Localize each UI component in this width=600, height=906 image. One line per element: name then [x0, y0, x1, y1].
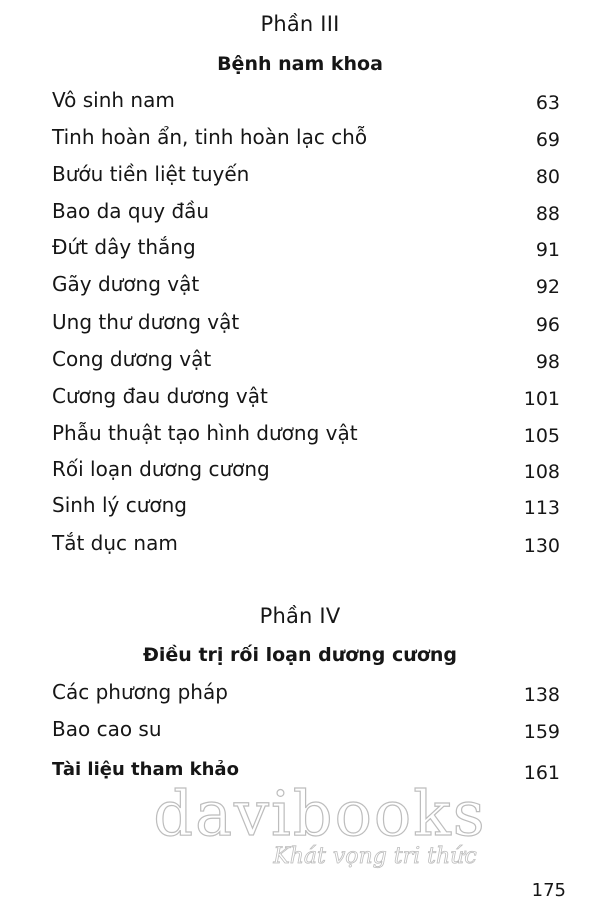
toc-entry	[52, 197, 560, 225]
toc-entry-page: 101	[523, 388, 560, 410]
toc-entry-page: 80	[535, 166, 560, 188]
toc-entry-title: Tinh hoàn ẩn, tinh hoàn lạc chỗ	[52, 125, 368, 149]
toc-entry-page: 159	[523, 721, 560, 743]
toc-entry-title: Cong dương vật	[52, 347, 212, 371]
part-3-title: Bệnh nam khoa	[217, 53, 383, 75]
part-4-heading: Phần IV	[259, 604, 341, 628]
toc-entry	[52, 160, 560, 188]
watermark	[0, 777, 600, 869]
toc-entry-page: 108	[523, 461, 560, 483]
toc-entry-page: 105	[523, 425, 560, 447]
watermark-brand: davibooks	[153, 777, 487, 850]
toc-entry	[52, 529, 560, 557]
toc-entry-title: Gãy dương vật	[52, 272, 200, 296]
toc-entry	[52, 715, 560, 743]
toc-entry	[52, 382, 560, 410]
toc-entry-page: 113	[523, 497, 560, 519]
toc-entry-title: Sinh lý cương	[52, 493, 187, 517]
toc-entry-title: Rối loạn dương cương	[52, 457, 270, 481]
toc-entry	[52, 455, 560, 483]
toc-entry-page: 98	[535, 351, 560, 373]
toc-entry-title: Bao da quy đầu	[52, 199, 210, 223]
toc-entry-title: Phẫu thuật tạo hình dương vật	[52, 421, 358, 445]
toc-entry-page: 69	[535, 129, 560, 151]
toc-entry-page: 92	[535, 276, 560, 298]
toc-entry-page: 130	[523, 535, 560, 557]
toc-entry	[52, 86, 560, 114]
toc-entry-title: Cương đau dương vật	[52, 384, 268, 408]
toc-entry	[52, 678, 560, 706]
toc-entry-page: 138	[523, 684, 560, 706]
toc-entry-title: Bao cao su	[52, 717, 162, 741]
toc-entry-page: 91	[535, 239, 560, 261]
toc-entry-title: Tắt dục nam	[52, 531, 178, 555]
part-4-title: Điều trị rối loạn dương cương	[142, 644, 457, 666]
toc-entry-title: Đứt dây thắng	[52, 235, 196, 259]
toc-entry-title: Các phương pháp	[52, 680, 228, 704]
page-number: 175	[531, 880, 566, 901]
toc-entry	[52, 345, 560, 373]
part-3-heading: Phần III	[260, 12, 340, 36]
toc-entry	[52, 419, 560, 447]
toc-entry	[52, 270, 560, 298]
toc-entry-page: 88	[535, 203, 560, 225]
toc-entry-page: 63	[535, 92, 560, 114]
toc-entry	[52, 308, 560, 336]
toc-entry-page: 96	[535, 314, 560, 336]
toc-entry-title: Bướu tiền liệt tuyến	[52, 162, 250, 186]
toc-entry	[52, 491, 560, 519]
toc-entry	[52, 123, 560, 151]
toc-entry-title: Vô sinh nam	[52, 88, 175, 112]
toc-entry-title: Ung thư dương vật	[52, 310, 240, 334]
toc-entry-title: Tài liệu tham khảo	[52, 759, 239, 780]
toc-entry	[52, 233, 560, 261]
toc-entry-page: 161	[523, 762, 560, 784]
watermark-slogan: Khát vọng tri thức	[273, 844, 477, 869]
